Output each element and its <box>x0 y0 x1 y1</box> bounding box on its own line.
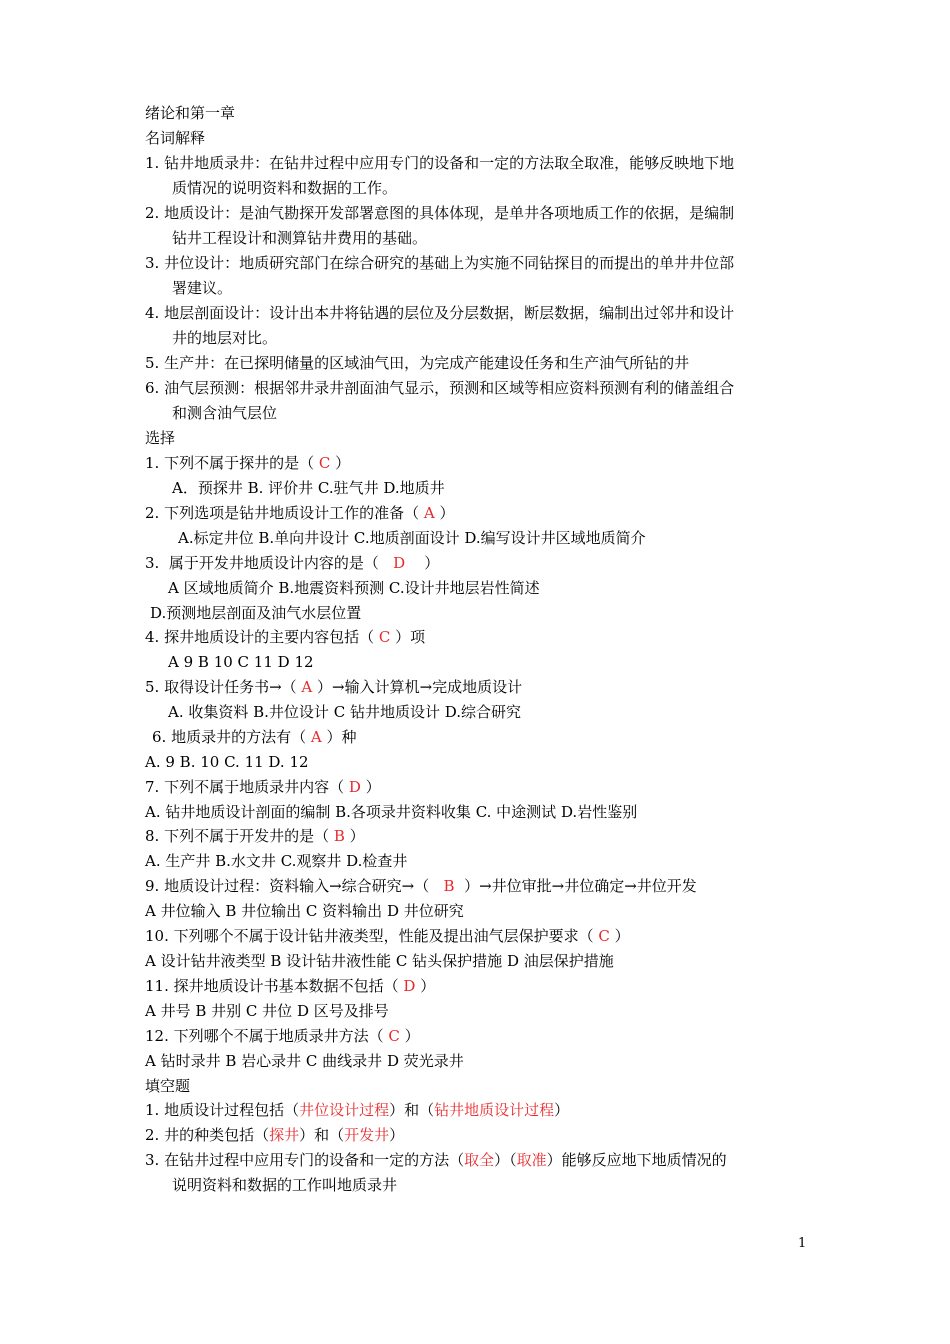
answer-11: D <box>403 977 416 995</box>
section-heading-choice: 选择 <box>145 429 176 447</box>
term-1-line-1: 1. 钻井地质录井：在钻井过程中应用专门的设备和一定的方法取全取准，能够反映地下地 <box>145 154 735 172</box>
section-heading-terms: 名词解释 <box>145 129 206 147</box>
question-6: 6. 地质录井的方法有（ A ）种 <box>152 728 357 746</box>
answer-3: D <box>393 554 406 572</box>
term-2-line-2: 钻井工程设计和测算钻井费用的基础。 <box>172 229 428 247</box>
answer-12: C <box>388 1027 400 1045</box>
question-4: 4. 探井地质设计的主要内容包括（ C ）项 <box>145 628 426 646</box>
answer-6: A <box>310 728 322 746</box>
answer-9: B <box>443 877 455 895</box>
answer-1: C <box>318 454 331 472</box>
term-1-line-2: 质情况的说明资料和数据的工作。 <box>172 179 398 197</box>
question-1: 1. 下列不属于探井的是（ C ） <box>145 454 351 472</box>
question-10: 10. 下列哪个不属于设计钻井液类型，性能及提出油气层保护要求（ C ） <box>145 927 630 945</box>
question-3-options-line-2: D.预测地层剖面及油气水层位置 <box>150 604 362 622</box>
answer-5: A <box>301 678 313 696</box>
fill-1: 1. 地质设计过程包括（井位设计过程）和（钻井地质设计过程） <box>145 1101 570 1119</box>
fill-2-answer-1: 探井 <box>269 1126 300 1144</box>
question-8: 8. 下列不属于开发井的是（ B ） <box>145 827 365 845</box>
question-12-options: A 钻时录井 B 岩心录井 C 曲线录井 D 荧光录井 <box>145 1052 464 1070</box>
question-10-options: A 设计钻井液类型 B 设计钻井液性能 C 钻头保护措施 D 油层保护措施 <box>145 952 614 970</box>
chapter-title: 绪论和第一章 <box>145 104 236 122</box>
answer-4: C <box>378 628 391 646</box>
fill-1-answer-1: 井位设计过程 <box>299 1101 390 1119</box>
term-6-line-2: 和测含油气层位 <box>172 404 278 422</box>
fill-2: 2. 井的种类包括（探井）和（开发井） <box>145 1126 405 1144</box>
term-2-line-1: 2. 地质设计：是油气勘探开发部署意图的具体体现，是单井各项地质工作的依据，是编制 <box>145 204 735 222</box>
question-1-options: A．预探井 B. 评价井 C.驻气井 D.地质井 <box>172 479 445 497</box>
question-11: 11. 探井地质设计书基本数据不包括（ D ） <box>145 977 436 995</box>
term-3-line-2: 署建议。 <box>172 279 233 297</box>
question-3-options-line-1: A 区域地质简介 B.地震资料预测 C.设计井地层岩性简述 <box>168 579 540 597</box>
question-2-options: A.标定井位 B.单向井设计 C.地质剖面设计 D.编写设计井区域地质简介 <box>178 529 646 547</box>
term-4-line-2: 井的地层对比。 <box>172 329 278 347</box>
question-5-options: A. 收集资料 B.井位设计 C 钻井地质设计 D.综合研究 <box>168 703 521 721</box>
question-9-options: A 井位输入 B 井位输出 C 资料输出 D 井位研究 <box>145 902 464 920</box>
section-heading-fill: 填空题 <box>145 1077 191 1095</box>
question-9: 9. 地质设计过程：资料输入→综合研究→（ B ）→井位审批→井位确定→井位开发 <box>145 877 697 895</box>
term-4-line-1: 4. 地层剖面设计：设计出本井将钻遇的层位及分层数据，断层数据，编制出过邻井和设计 <box>145 304 735 322</box>
question-8-options: A. 生产井 B.水文井 C.观察井 D.检查井 <box>145 852 408 870</box>
question-12: 12. 下列哪个不属于地质录井方法（ C ） <box>145 1027 420 1045</box>
fill-3: 3. 在钻井过程中应用专门的设备和一定的方法（取全）（取准）能够反应地下地质情况的 <box>145 1151 727 1169</box>
question-11-options: A 井号 B 井别 C 井位 D 区号及排号 <box>145 1002 389 1020</box>
question-5: 5. 取得设计任务书→（ A ）→输入计算机→完成地质设计 <box>145 678 523 696</box>
answer-2: A <box>423 504 435 522</box>
term-6-line-1: 6. 油气层预测：根据邻井录井剖面油气显示，预测和区域等相应资料预测有利的储盖组合 <box>145 379 735 397</box>
fill-3-line-2: 说明资料和数据的工作叫地质录井 <box>172 1176 398 1194</box>
term-5-line-1: 5. 生产井：在已探明储量的区域油气田，为完成产能建设任务和生产油气所钻的井 <box>145 354 690 372</box>
question-7-options: A. 钻井地质设计剖面的编制 B.各项录井资料收集 C. 中途测试 D.岩性鉴别 <box>145 803 638 821</box>
question-7: 7. 下列不属于地质录井内容（ D ） <box>145 778 381 796</box>
question-6-options: A. 9 B. 10 C. 11 D. 12 <box>145 753 309 771</box>
term-3-line-1: 3. 井位设计：地质研究部门在综合研究的基础上为实施不同钻探目的而提出的单井井位部 <box>145 254 735 272</box>
fill-3-answer-2: 取准 <box>516 1151 547 1169</box>
answer-7: D <box>348 778 361 796</box>
question-3: 3. 属于开发井地质设计内容的是（ D ） <box>145 554 440 572</box>
fill-1-answer-2: 钻井地质设计过程 <box>434 1101 555 1119</box>
page-number: 1 <box>798 1236 807 1251</box>
answer-8: B <box>333 827 345 845</box>
question-2: 2. 下列选项是钻井地质设计工作的准备（ A ） <box>145 504 455 522</box>
question-4-options: A 9 B 10 C 11 D 12 <box>168 653 314 671</box>
fill-2-answer-2: 开发井 <box>344 1126 390 1144</box>
fill-3-answer-1: 取全 <box>464 1151 495 1169</box>
answer-10: C <box>598 927 610 945</box>
